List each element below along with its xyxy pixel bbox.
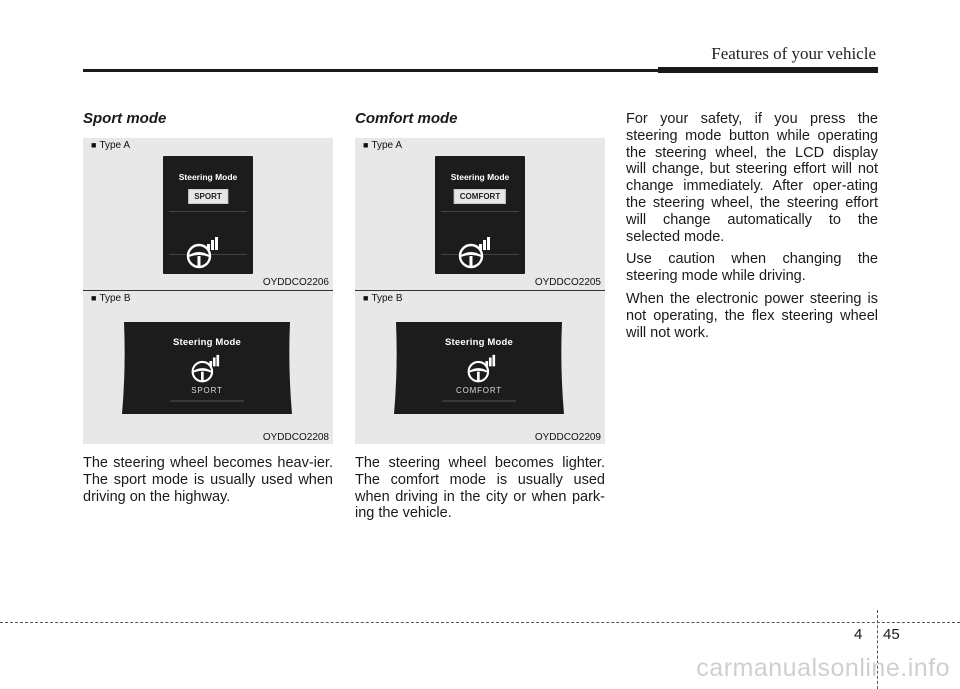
comfort-type-a-code: OYDDCO2205 [534, 277, 601, 288]
figure-divider [83, 290, 333, 291]
sport-mode-heading: Sport mode [83, 110, 167, 127]
figure-divider [355, 290, 605, 291]
footer-rule [0, 622, 960, 623]
sport-type-a-screen-title: Steering Mode [178, 172, 238, 182]
sport-mode-paragraph: The steering wheel becomes heav-ier. The sport mode is usually used when driving on the highway. [83, 455, 333, 505]
comfort-type-b-display [392, 320, 566, 416]
right-column-text [626, 111, 878, 347]
square-bullet-icon: ■ [91, 140, 97, 150]
square-bullet-icon: ■ [363, 140, 369, 150]
sport-type-b-mode-text: SPORT [191, 386, 223, 395]
square-bullet-icon: ■ [363, 293, 369, 303]
watermark: carmanualsonline.info [696, 654, 950, 682]
header-rule-accent [658, 67, 878, 73]
page-number: 45 [883, 626, 900, 643]
caution-paragraph: Use caution when changing the steering mode while driving. [626, 251, 878, 285]
steering-wheel-icon [190, 354, 220, 384]
sport-type-b-screen-title: Steering Mode [172, 337, 242, 348]
comfort-type-b-mode-text: COMFORT [456, 386, 502, 395]
comfort-type-b-screen-title: Steering Mode [444, 337, 514, 348]
screen-separator [169, 211, 247, 212]
comfort-mode-badge: COMFORT [454, 189, 506, 204]
comfort-mode-figure [355, 138, 605, 444]
chapter-number: 4 [854, 626, 863, 643]
comfort-type-b-code: OYDDCO2209 [534, 432, 601, 443]
page-header-title: Features of your vehicle [711, 44, 876, 63]
comfort-type-a-screen-title: Steering Mode [450, 172, 510, 182]
comfort-mode-paragraph: The steering wheel becomes lighter. The comfort mode is usually used when driving in the city or when park-ing the vehicle. [355, 455, 605, 522]
safety-paragraph: For your safety, if you press the steering mode button while operating the steering wheel, the LCD display will change, but steering effort will not change immediately. After oper-ating the steering wheel, the steering effort will change automatically to the selected mode. [626, 111, 878, 245]
comfort-type-b-label: ■ Type B [363, 293, 403, 304]
sport-type-b-code: OYDDCO2208 [262, 432, 329, 443]
eps-paragraph: When the electronic power steering is not operating, the flex steering wheel will not work. [626, 290, 878, 341]
comfort-mode-heading: Comfort mode [355, 110, 458, 127]
screen-separator [441, 211, 519, 212]
square-bullet-icon: ■ [91, 293, 97, 303]
sport-type-b-display [120, 320, 294, 416]
sport-mode-description [83, 455, 333, 511]
steering-wheel-icon [466, 354, 496, 384]
sport-mode-figure [83, 138, 333, 444]
sport-type-a-code: OYDDCO2206 [262, 277, 329, 288]
sport-type-a-display [163, 156, 253, 274]
steering-wheel-icon [457, 236, 491, 270]
sport-mode-badge: SPORT [188, 189, 228, 204]
steering-wheel-icon [185, 236, 219, 270]
comfort-mode-description [355, 455, 605, 528]
sport-type-a-label: ■ Type A [91, 140, 131, 151]
sport-type-b-label: ■ Type B [91, 293, 131, 304]
comfort-type-a-label: ■ Type A [363, 140, 403, 151]
comfort-type-a-display [435, 156, 525, 274]
